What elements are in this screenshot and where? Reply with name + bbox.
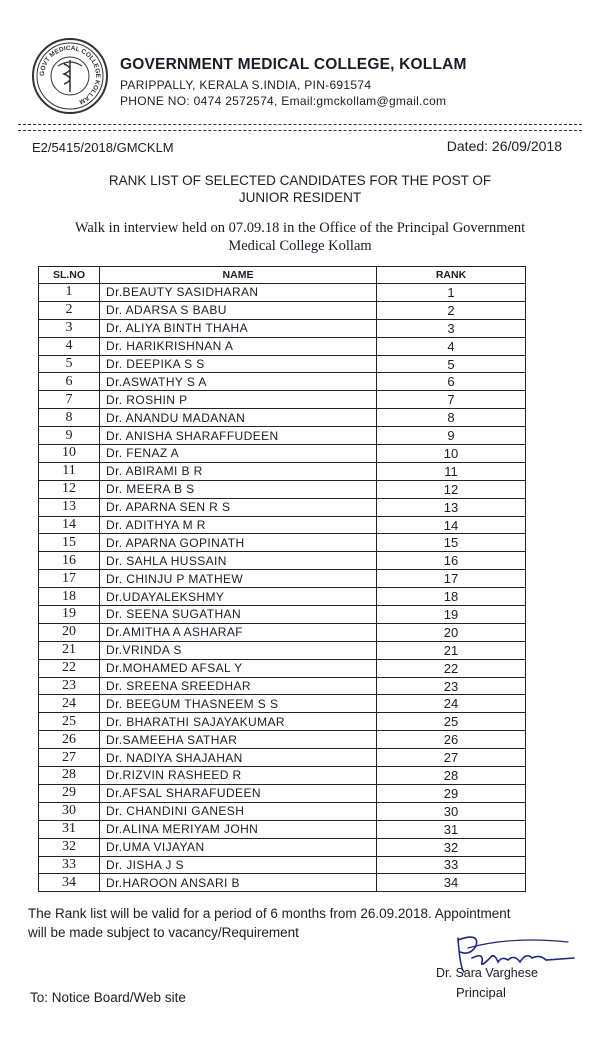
cell-name: Dr.ASWATHY S A — [100, 373, 377, 391]
cell-rank: 26 — [377, 731, 526, 749]
table-row — [39, 301, 526, 319]
cell-rank: 11 — [377, 462, 526, 480]
cell-name: Dr. APARNA GOPINATH — [100, 534, 377, 552]
cell-name: Dr. ADITHYA M R — [100, 516, 377, 534]
cell-rank: 16 — [377, 552, 526, 570]
table-row — [39, 445, 526, 463]
cell-sl-no: 3 — [39, 319, 100, 337]
cell-sl-no: 30 — [39, 802, 100, 820]
rank-table-body — [39, 284, 526, 892]
cell-sl-no: 24 — [39, 695, 100, 713]
header-rank: RANK — [377, 267, 526, 284]
cell-sl-no: 26 — [39, 731, 100, 749]
cell-sl-no: 14 — [39, 516, 100, 534]
cell-sl-no: 7 — [39, 391, 100, 409]
cell-rank: 22 — [377, 659, 526, 677]
table-row — [39, 498, 526, 516]
cell-sl-no: 12 — [39, 480, 100, 498]
cell-rank: 1 — [377, 284, 526, 302]
cell-name: Dr. CHINJU P MATHEW — [100, 570, 377, 588]
institution-address: PARIPPALLY, KERALA S.INDIA, PIN-691574 — [120, 78, 372, 92]
table-row — [39, 462, 526, 480]
cell-rank: 14 — [377, 516, 526, 534]
cell-sl-no: 20 — [39, 623, 100, 641]
document-subject — [60, 172, 540, 206]
cell-rank: 28 — [377, 767, 526, 785]
table-row — [39, 516, 526, 534]
cell-rank: 29 — [377, 784, 526, 802]
interview-note-line-2: Medical College Kollam — [228, 238, 372, 254]
cell-name: Dr. ANANDU MADANAN — [100, 409, 377, 427]
table-row — [39, 749, 526, 767]
cell-sl-no: 27 — [39, 749, 100, 767]
cell-sl-no: 8 — [39, 409, 100, 427]
cell-sl-no: 11 — [39, 462, 100, 480]
cell-rank: 34 — [377, 874, 526, 892]
table-row — [39, 284, 526, 302]
cell-rank: 3 — [377, 319, 526, 337]
table-row — [39, 713, 526, 731]
cell-sl-no: 17 — [39, 570, 100, 588]
table-row — [39, 570, 526, 588]
table-row — [39, 802, 526, 820]
subject-line-2: JUNIOR RESIDENT — [238, 190, 362, 205]
cell-name: Dr. MEERA B S — [100, 480, 377, 498]
subject-line-1: RANK LIST OF SELECTED CANDIDATES FOR THE POST OF — [108, 173, 492, 188]
cell-name: Dr. SAHLA HUSSAIN — [100, 552, 377, 570]
rank-list-table — [38, 266, 526, 892]
cell-name: Dr. ANISHA SHARAFFUDEEN — [100, 427, 377, 445]
cell-rank: 27 — [377, 749, 526, 767]
cell-sl-no: 2 — [39, 301, 100, 319]
table-row — [39, 731, 526, 749]
cell-rank: 20 — [377, 623, 526, 641]
table-row — [39, 319, 526, 337]
cell-rank: 13 — [377, 498, 526, 516]
table-row — [39, 409, 526, 427]
signatory-name: Dr. Sara Varghese — [436, 966, 538, 980]
cell-sl-no: 31 — [39, 820, 100, 838]
cell-name: Dr.HAROON ANSARI B — [100, 874, 377, 892]
cell-name: Dr. JISHA J S — [100, 856, 377, 874]
cell-sl-no: 4 — [39, 337, 100, 355]
cell-sl-no: 9 — [39, 427, 100, 445]
header-divider-bottom — [18, 130, 582, 131]
cell-rank: 6 — [377, 373, 526, 391]
signatory-role: Principal — [456, 985, 506, 1000]
interview-note-line-1: Walk in interview held on 07.09.18 in the Office of the Principal Government — [74, 220, 526, 236]
table-row — [39, 767, 526, 785]
cell-rank: 24 — [377, 695, 526, 713]
cell-name: Dr. BEEGUM THASNEEM S S — [100, 695, 377, 713]
cell-sl-no: 34 — [39, 874, 100, 892]
table-row — [39, 373, 526, 391]
institution-contact: PHONE NO: 0474 2572574, Email:gmckollam@gmail.com — [120, 94, 447, 108]
cell-name: Dr.MOHAMED AFSAL Y — [100, 659, 377, 677]
cell-sl-no: 16 — [39, 552, 100, 570]
seal-text: GOVT MEDICAL COLLEGE KOLLAM — [38, 44, 102, 106]
table-row — [39, 874, 526, 892]
cell-name: Dr. ABIRAMI B R — [100, 462, 377, 480]
header-name: NAME — [100, 267, 377, 284]
table-row — [39, 427, 526, 445]
cell-name: Dr.UDAYALEKSHMY — [100, 588, 377, 606]
cell-sl-no: 6 — [39, 373, 100, 391]
cell-sl-no: 13 — [39, 498, 100, 516]
table-row — [39, 355, 526, 373]
cell-rank: 19 — [377, 606, 526, 624]
table-row — [39, 784, 526, 802]
table-row — [39, 695, 526, 713]
cell-sl-no: 29 — [39, 784, 100, 802]
header-sl-no: SL.NO — [39, 267, 100, 284]
cell-sl-no: 10 — [39, 445, 100, 463]
cell-name: Dr. FENAZ A — [100, 445, 377, 463]
cell-sl-no: 1 — [39, 284, 100, 302]
institution-name: GOVERNMENT MEDICAL COLLEGE, KOLLAM — [120, 56, 467, 73]
cell-rank: 33 — [377, 856, 526, 874]
cell-name: Dr. ALIYA BINTH THAHA — [100, 319, 377, 337]
cell-rank: 10 — [377, 445, 526, 463]
cell-name: Dr. DEEPIKA S S — [100, 355, 377, 373]
cell-name: Dr.RIZVIN RASHEED R — [100, 767, 377, 785]
cell-name: Dr.AMITHA A ASHARAF — [100, 623, 377, 641]
table-row — [39, 337, 526, 355]
table-row — [39, 659, 526, 677]
header-divider-top — [18, 124, 582, 125]
cell-sl-no: 5 — [39, 355, 100, 373]
cell-name: Dr.VRINDA S — [100, 641, 377, 659]
cell-name: Dr. SREENA SREEDHAR — [100, 677, 377, 695]
cell-rank: 21 — [377, 641, 526, 659]
cell-name: Dr.AFSAL SHARAFUDEEN — [100, 784, 377, 802]
validity-line-2: will be made subject to vacancy/Requirement — [28, 925, 299, 940]
cell-rank: 30 — [377, 802, 526, 820]
cell-name: Dr.BEAUTY SASIDHARAN — [100, 284, 377, 302]
cell-sl-no: 21 — [39, 641, 100, 659]
college-seal-icon — [30, 36, 110, 116]
cell-sl-no: 33 — [39, 856, 100, 874]
cell-sl-no: 25 — [39, 713, 100, 731]
cell-rank: 4 — [377, 337, 526, 355]
cell-rank: 18 — [377, 588, 526, 606]
cell-sl-no: 32 — [39, 838, 100, 856]
cell-rank: 15 — [377, 534, 526, 552]
cell-rank: 23 — [377, 677, 526, 695]
cell-rank: 8 — [377, 409, 526, 427]
table-row — [39, 606, 526, 624]
cell-name: Dr.UMA VIJAYAN — [100, 838, 377, 856]
table-row — [39, 623, 526, 641]
table-row — [39, 552, 526, 570]
table-row — [39, 820, 526, 838]
cell-name: Dr. NADIYA SHAJAHAN — [100, 749, 377, 767]
cell-name: Dr. BHARATHI SAJAYAKUMAR — [100, 713, 377, 731]
cell-name: Dr.SAMEEHA SATHAR — [100, 731, 377, 749]
cell-rank: 7 — [377, 391, 526, 409]
cell-name: Dr. APARNA SEN R S — [100, 498, 377, 516]
cell-rank: 12 — [377, 480, 526, 498]
cell-sl-no: 15 — [39, 534, 100, 552]
cell-rank: 25 — [377, 713, 526, 731]
cell-name: Dr. SEENA SUGATHAN — [100, 606, 377, 624]
reference-number: E2/5415/2018/GMCKLM — [32, 140, 174, 155]
cell-rank: 5 — [377, 355, 526, 373]
table-row — [39, 856, 526, 874]
table-row — [39, 588, 526, 606]
cell-rank: 32 — [377, 838, 526, 856]
cell-rank: 9 — [377, 427, 526, 445]
cell-name: Dr.ALINA MERIYAM JOHN — [100, 820, 377, 838]
cell-rank: 17 — [377, 570, 526, 588]
interview-note — [30, 219, 570, 255]
cell-name: Dr. ROSHIN P — [100, 391, 377, 409]
table-row — [39, 534, 526, 552]
cell-sl-no: 19 — [39, 606, 100, 624]
cell-name: Dr. HARIKRISHNAN A — [100, 337, 377, 355]
cell-sl-no: 28 — [39, 767, 100, 785]
table-header-row — [39, 267, 526, 284]
table-row — [39, 391, 526, 409]
table-row — [39, 641, 526, 659]
validity-line-1: The Rank list will be valid for a period of 6 months from 26.09.2018. Appointment — [28, 906, 511, 921]
cell-sl-no: 18 — [39, 588, 100, 606]
table-row — [39, 677, 526, 695]
distribution-line: To: Notice Board/Web site — [30, 990, 186, 1005]
table-row — [39, 838, 526, 856]
cell-name: Dr. ADARSA S BABU — [100, 301, 377, 319]
cell-sl-no: 22 — [39, 659, 100, 677]
cell-name: Dr. CHANDINI GANESH — [100, 802, 377, 820]
cell-rank: 31 — [377, 820, 526, 838]
table-row — [39, 480, 526, 498]
cell-sl-no: 23 — [39, 677, 100, 695]
document-date: Dated: 26/09/2018 — [446, 138, 562, 154]
cell-rank: 2 — [377, 301, 526, 319]
